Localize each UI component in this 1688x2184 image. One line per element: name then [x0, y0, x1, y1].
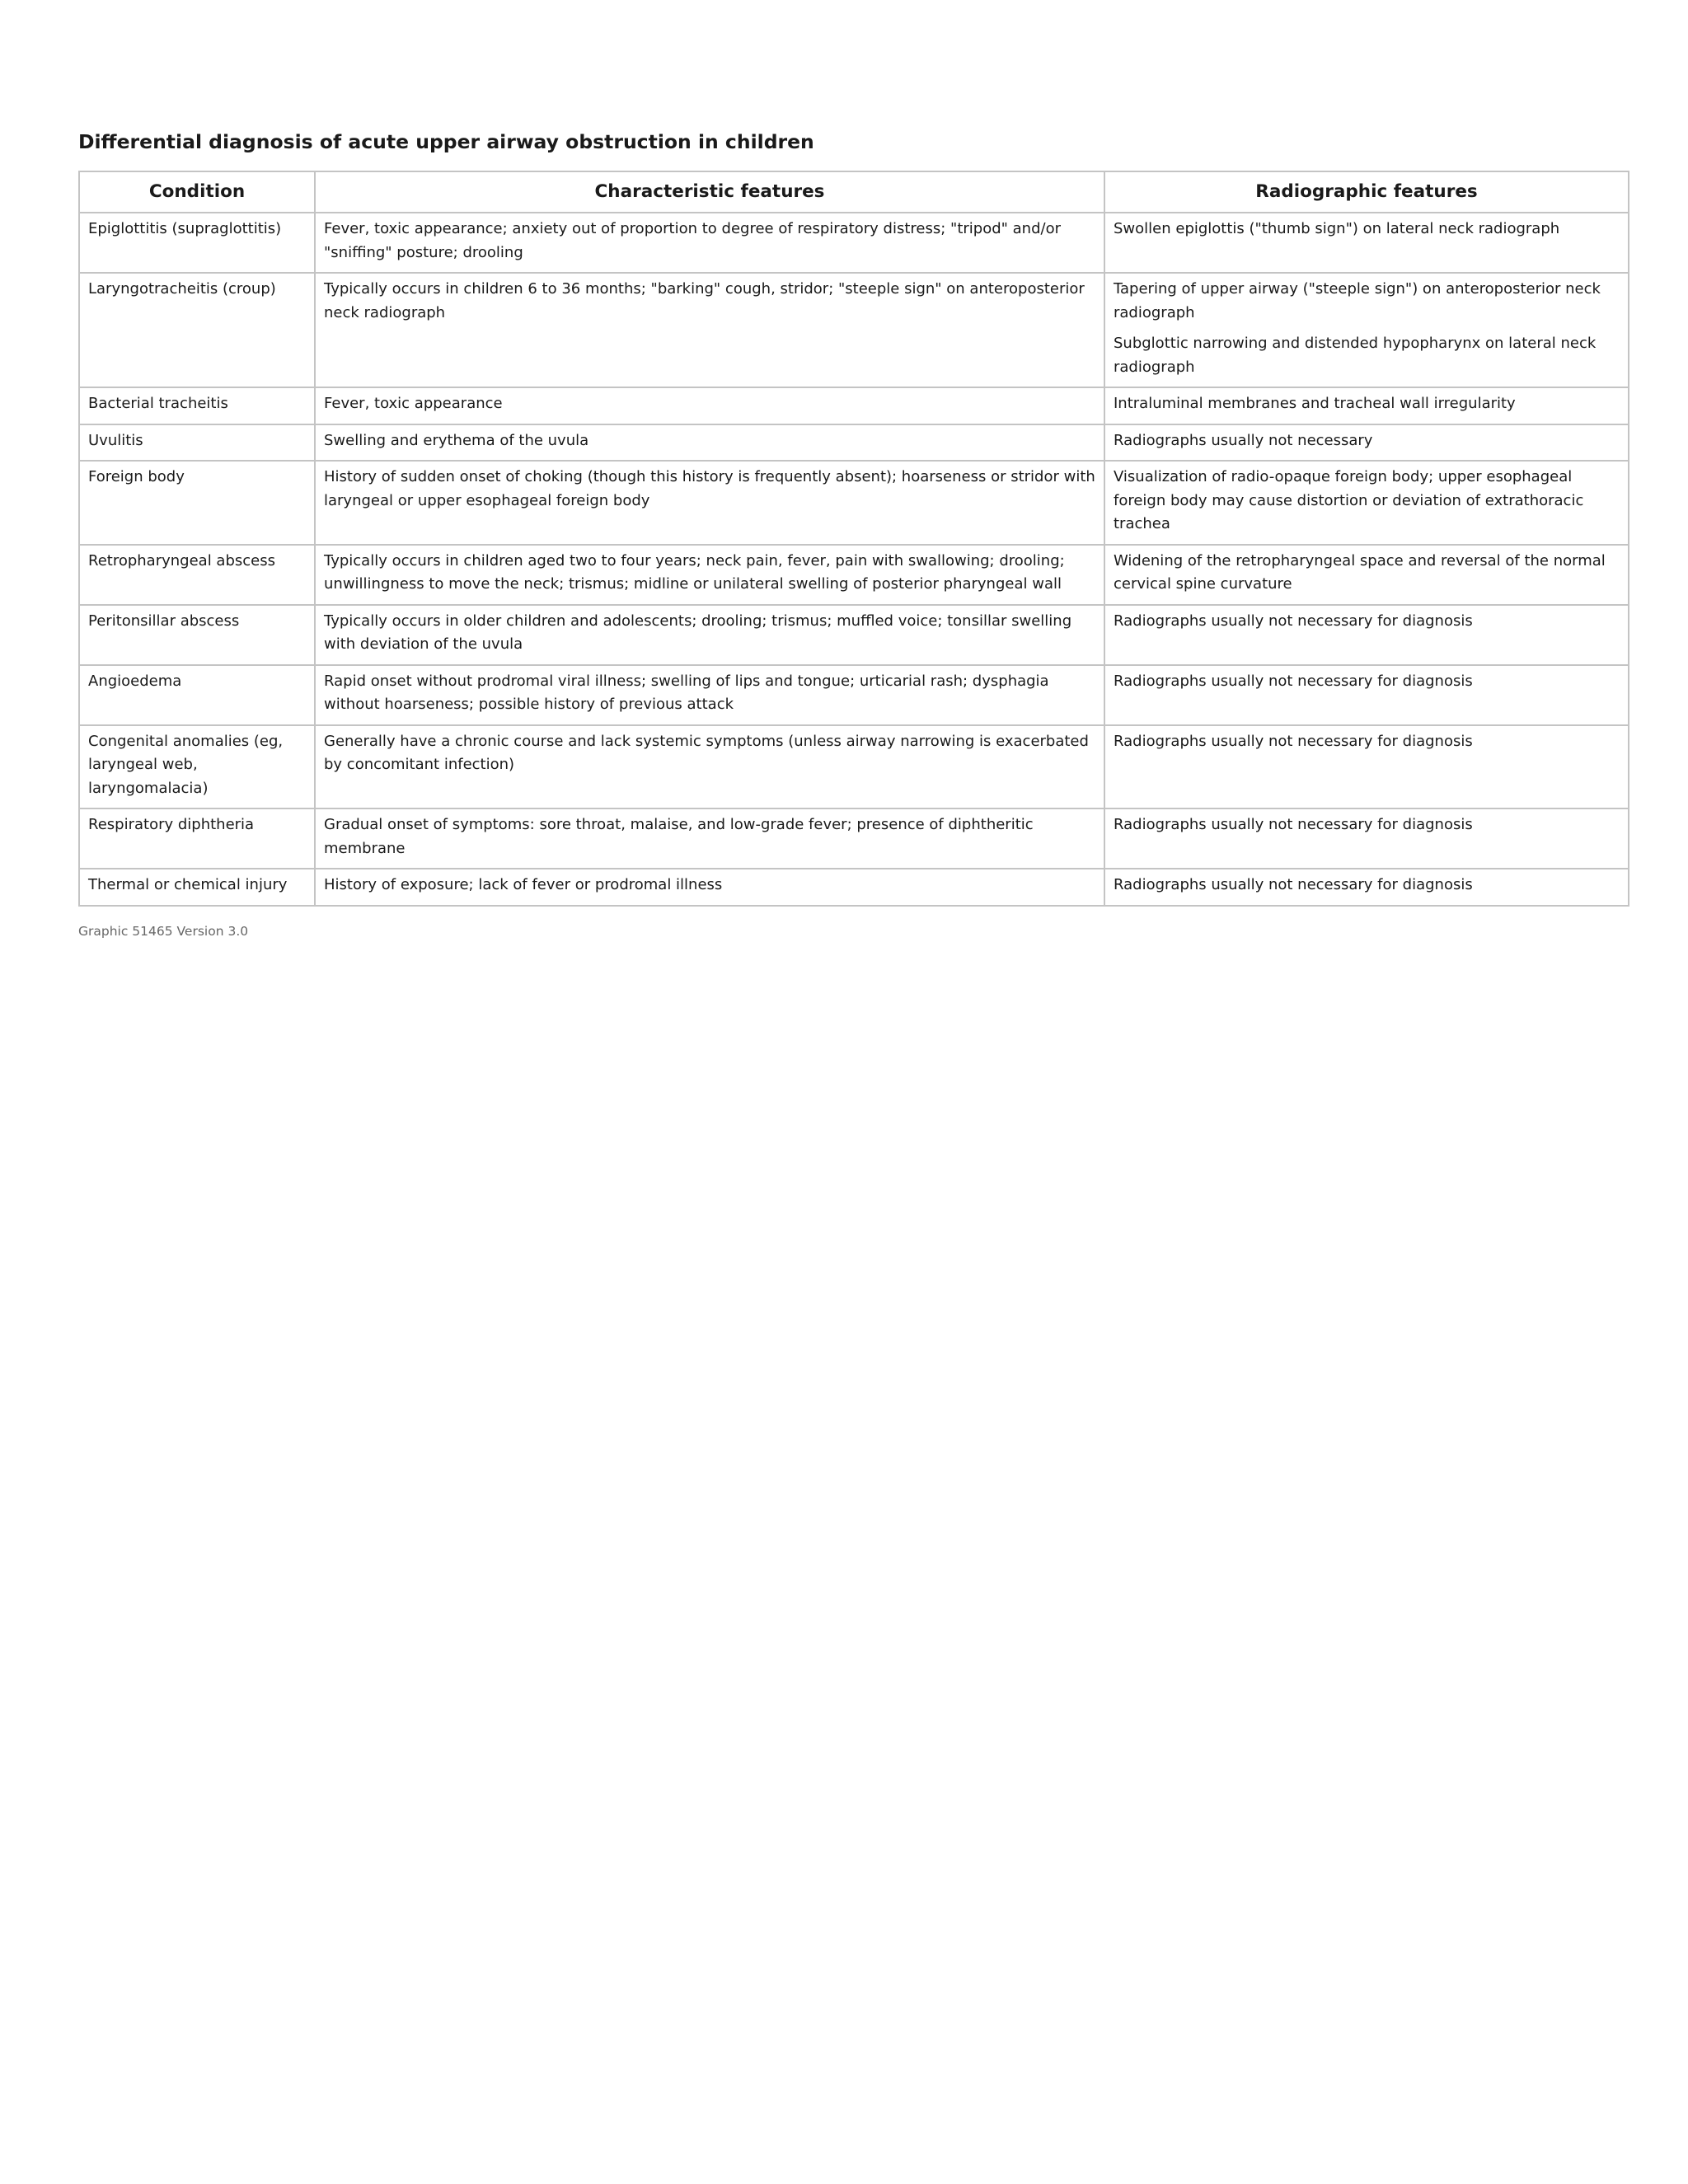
radiographic-cell: [1104, 665, 1629, 725]
radiographic-cell: [1104, 725, 1629, 809]
radiographic-cell: [1104, 213, 1629, 273]
radiographic-cell: [1104, 808, 1629, 869]
condition-cell: Foreign body: [79, 461, 315, 545]
radiographic-cell: [1104, 461, 1629, 545]
page-title: Differential diagnosis of acute upper airway obstruction in children: [78, 130, 814, 153]
table-row: [79, 461, 1629, 545]
table-row: [79, 387, 1629, 424]
table-row: [79, 725, 1629, 809]
table-row: [79, 808, 1629, 869]
condition-cell: Epiglottitis (supraglottitis): [79, 213, 315, 273]
radiographic-text: Radiographs usually not necessary: [1114, 431, 1373, 449]
table-row: [79, 665, 1629, 725]
radiographic-text: Radiographs usually not necessary for diagnosis: [1114, 816, 1473, 833]
radiographic-cell: [1104, 545, 1629, 605]
condition-cell: Thermal or chemical injury: [79, 869, 315, 906]
column-header-condition: Condition: [79, 171, 315, 213]
graphic-page: [78, 128, 1628, 940]
radiographic-cell: [1104, 869, 1629, 906]
radiographic-text: Swollen epiglottis ("thumb sign") on lateral neck radiograph: [1114, 220, 1560, 237]
table-row: [79, 213, 1629, 273]
table-row: [79, 424, 1629, 462]
features-cell: Generally have a chronic course and lack systemic symptoms (unless airway narrowing is exacerbated by concomitant infection): [315, 725, 1104, 809]
table-header-row: [79, 171, 1629, 213]
features-cell: Fever, toxic appearance: [315, 387, 1104, 424]
condition-cell: Peritonsillar abscess: [79, 605, 315, 665]
features-cell: Typically occurs in older children and adolescents; drooling; trismus; muffled voice; tonsillar swelling with deviation of the uvula: [315, 605, 1104, 665]
condition-cell: Bacterial tracheitis: [79, 387, 315, 424]
condition-cell: Uvulitis: [79, 424, 315, 462]
features-cell: History of exposure; lack of fever or prodromal illness: [315, 869, 1104, 906]
radiographic-text: Radiographs usually not necessary for diagnosis: [1114, 612, 1473, 630]
table-row: [79, 273, 1629, 387]
column-header-characteristic-features: Characteristic features: [315, 171, 1104, 213]
radiographic-cell: [1104, 605, 1629, 665]
radiographic-text: Radiographs usually not necessary for diagnosis: [1114, 732, 1473, 750]
radiographic-text: Visualization of radio-opaque foreign body; upper esophageal foreign body may cause distortion or deviation of extrathoracic trachea: [1114, 468, 1584, 532]
radiographic-text: Intraluminal membranes and tracheal wall irregularity: [1114, 395, 1516, 412]
radiographic-text: Subglottic narrowing and distended hypopharynx on lateral neck radiograph: [1114, 335, 1597, 376]
features-cell: History of sudden onset of choking (though this history is frequently absent); hoarseness or stridor with laryngeal or upper esophageal foreign body: [315, 461, 1104, 545]
features-cell: Rapid onset without prodromal viral illness; swelling of lips and tongue; urticarial rash; dysphagia without hoarseness; possible history of previous attack: [315, 665, 1104, 725]
radiographic-text: Tapering of upper airway ("steeple sign") on anteroposterior neck radiograph: [1114, 280, 1601, 321]
features-cell: Typically occurs in children 6 to 36 months; "barking" cough, stridor; "steeple sign" on anteroposterior neck radiograph: [315, 273, 1104, 387]
radiographic-text: Radiographs usually not necessary for diagnosis: [1114, 876, 1473, 893]
condition-cell: Congenital anomalies (eg, laryngeal web, laryngomalacia): [79, 725, 315, 809]
graphic-version-footer: Graphic 51465 Version 3.0: [78, 923, 249, 939]
table-row: [79, 545, 1629, 605]
features-cell: Fever, toxic appearance; anxiety out of proportion to degree of respiratory distress; "tripod" and/or "sniffing" posture; drooling: [315, 213, 1104, 273]
condition-cell: Laryngotracheitis (croup): [79, 273, 315, 387]
features-cell: Swelling and erythema of the uvula: [315, 424, 1104, 462]
column-header-radiographic-features: Radiographic features: [1104, 171, 1629, 213]
differential-diagnosis-table: [78, 171, 1629, 907]
condition-cell: Respiratory diphtheria: [79, 808, 315, 869]
features-cell: Gradual onset of symptoms: sore throat, malaise, and low-grade fever; presence of diphtheritic membrane: [315, 808, 1104, 869]
table-row: [79, 869, 1629, 906]
radiographic-cell: [1104, 387, 1629, 424]
features-cell: Typically occurs in children aged two to four years; neck pain, fever, pain with swallowing; drooling; unwillingness to move the neck; trismus; midline or unilateral swelling of posterior pharyngeal wall: [315, 545, 1104, 605]
radiographic-cell: [1104, 273, 1629, 387]
radiographic-cell: [1104, 424, 1629, 462]
condition-cell: Angioedema: [79, 665, 315, 725]
table-row: [79, 605, 1629, 665]
radiographic-text: Widening of the retropharyngeal space and reversal of the normal cervical spine curvature: [1114, 551, 1606, 593]
radiographic-text: Radiographs usually not necessary for diagnosis: [1114, 672, 1473, 690]
condition-cell: Retropharyngeal abscess: [79, 545, 315, 605]
